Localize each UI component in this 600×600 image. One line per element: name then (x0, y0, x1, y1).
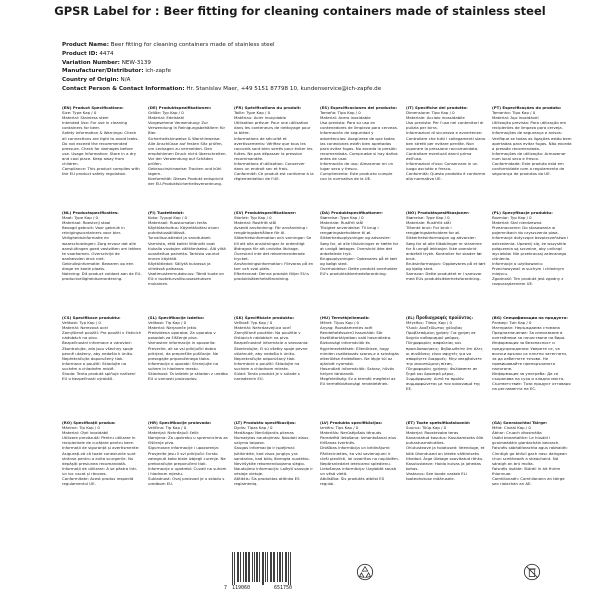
spec-heading: (DE) Produktspezifikationen: (148, 105, 212, 110)
barcode-bar (240, 552, 241, 582)
info-value: 4474 (99, 50, 114, 57)
barcode-bar (259, 552, 260, 582)
spec-body: Dydis: Tipas Kap / 0 Medžiaga: Nerūdijantis plienas Numatytas naudojimas: Naudoti alaus valymo talpose. Saugos informacija ir įspėjimai: Įsitikinkite, kad visos jungtys yra sandarios, kad būtų išvengta nuotėkio. Neviršykite rekomenduojamo slėgio. Naudojimo informacija: Laikyti sausoje ir vėsioje vietoje. Atitiktis: Šis produktas atitinka ES reglamentą. (234, 425, 313, 487)
info-value: Hr. Stanislav Maer, +49 5151 87798 10, kundenservice@ich-zapfe.de (186, 85, 382, 92)
info-row (62, 76, 562, 85)
spec-body: Mărime: Tip Kap / 0 Material: Oțel inoxidabil Utilizare prevăzută: Pentru utilizare în recipientele de curățare pentru bere. Informații de siguranță și avertismente: Asigurați-vă că toate conexiunile sunt strânse pentru a evita scurgerile. Nu depășiți presiunea recomandată. Informații de utilizare: A se păstra într-un loc uscat și răcoros. Conformitate: Acest produs respectă regulamentul UE. (62, 425, 140, 487)
spec-body: Izmērs: Tips Kap / 0 Materiāls: Nerūsējošais tērauds Paredzētā lietošana: Izmantošanai alus tīrīšanas tvertnēs. Drošības informācija un brīdinājumi: Pārliecinieties, ka visi savienojumi ir cieši pievilkti, lai izvairītos no noplūdēm. Nepārsniedziet ieteicamo spiedienu. Lietošanas informācija: Uzglabāt sausā un vēsā vietā. Atbilstība: Šis produkts atbilst ES regulai. (320, 425, 400, 487)
spec-section (320, 105, 400, 207)
spec-body: Μέγεθος: Τύπος Kap / 0 Υλικό: Ανοξείδωτος χάλυβας Προβλεπόμενη χρήση: Για χρήση σε δοχεία καθαρισμού μπύρας. Πληροφορίες ασφαλείας και προειδοποιήσεις: Βεβαιωθείτε ότι όλες οι συνδέσεις είναι σφιχτές για να αποφύγετε διαρροές. Μην υπερβαίνετε την συνιστώμενη πίεση. Πληροφορίες χρήσης: Φυλάσσετε σε ξηρό και δροσερό μέρος. Συμμόρφωση: Αυτό το προϊόν συμμορφώνεται με τον κανονισμό της ΕΕ. (406, 320, 483, 392)
spec-section (234, 210, 314, 312)
spec-section (62, 210, 142, 312)
spec-body: Veličina: Tip Kap / 0 Materijal: Nehrđajući čelik Namjena: Za upotrebu u spremnicima za čišćenje piva. Sigurnosne informacije i upozorenja: Provjerite jesu li svi priključci čvrsto zategnuti kako biste izbjegli curenje. Ne prekoračujte preporučeni tlak. Informacije o upotrebi: Čuvati na suhom i hladnom mjestu. Sukladnost: Ovaj proizvod je u skladu s uredbom EU. (148, 425, 228, 487)
info-row (62, 59, 562, 68)
spec-section (234, 315, 314, 417)
spec-heading: (ES) Especificaciones del producto: (320, 105, 398, 110)
recycling-icon (356, 563, 374, 581)
barcode-bar (286, 552, 287, 582)
barcode-bar (274, 552, 275, 582)
spec-section (234, 105, 314, 207)
barcode-bar (263, 552, 264, 585)
info-row (62, 67, 562, 76)
spec-heading: (BG) Спецификации на продукта: (492, 315, 568, 320)
info-label: Product ID: (62, 50, 98, 57)
spec-heading: (NL) Productspecificaties: (62, 210, 119, 215)
spec-body: Méid: Cineál Kap / 0 Ábhar: Cruach dhosmálta Úsáid bheartaithe: Le húsáid i gcoimeádáin glantacháin beorach. Faisnéis sábháilteachta agus rabhaidh: Cinntigh go bhfuil gach nasc daingean chun sceitheadh a sheachaint. Ná sáraigh an brú molta. Faisnéis úsáide: Stóráil in áit thirim fhionnuar. Comhlíonadh: Comhlíonann an táirge seo rialachán an AE. (492, 425, 568, 487)
info-label: Contact Person & Contact Information: (62, 85, 185, 92)
barcode (224, 552, 292, 592)
spec-heading: (SK) Špecifikácie produktu: (234, 315, 295, 320)
info-label: Country of Origin: (62, 77, 119, 84)
product-info (62, 41, 562, 94)
spec-section (406, 315, 486, 417)
barcode-bar (256, 552, 257, 582)
spec-heading: (HR) Specifikacije proizvoda: (148, 420, 212, 425)
spec-heading: (EL) Προδιαγραφές προϊόντος: (406, 315, 473, 320)
info-value: Beer fitting for cleaning containers made of stainless steel (110, 42, 275, 48)
barcode-bar (279, 552, 280, 582)
info-value: ich-zapfe (145, 68, 171, 75)
barcode-bar (243, 552, 244, 582)
spec-heading: (FR) Spécifications du produit: (234, 105, 302, 110)
barcode-bar (270, 552, 271, 582)
barcode-bar (254, 552, 255, 582)
spec-body: Size: Type Kap / 0 Material: Stainless steel Intended Use: For use in cleaning containers for beer. Safety Information & Warnings: Check all connections are tight to avoid leaks. Do not exceed the recommended pressure. Check for damages before use. Usage Information: Store in a dry and cool place. Keep away from children. Compliance: This product complies with the EU product safety regulation. (62, 110, 140, 177)
spec-section (148, 210, 228, 312)
spec-heading: (DA) Produktspecifikationer: (320, 210, 383, 215)
spec-body: Tamaño: Tipo Kap / 0 Material: Acero inoxidable Uso previsto: Para su uso en contenedores de limpieza para cerveza. Información de seguridad y advertencias: Asegúrese de que todas las conexiones estén bien apretadas para evitar fugas. No exceda la presión recomendada. Compruebe si hay daños antes de usar. Información de uso: Almacenar en un lugar seco y fresco. Cumplimiento: Este producto cumple con la normativa de la UE. (320, 110, 399, 182)
spec-grid (62, 105, 572, 525)
label-title: GPSR Label for : Beer fitting for cleaning containers made of stainless steel (54, 4, 546, 18)
barcode-bar (257, 552, 258, 582)
barcode-bar (237, 552, 238, 582)
spec-body: Storlek: Typ Kap / 0 Material: Rostfritt stål Avsedd användning: För användning i rengöringsbehållare för öl. Säkerhetsinformation och varningar: Se till att alla anslutningar är ordentligt åtdragna för att undvika läckage. Överskrid inte det rekommenderade trycket. Användningsinformation: Förvaras på en torr och sval plats. Efterlevnad: Denna produkt följer EU:s produktsäkerhetsförordning. (234, 215, 314, 282)
spec-section (492, 315, 572, 417)
no-trash-bin-icon (523, 563, 541, 581)
spec-body: Méret: Típus Kap / 0 Anyag: Rozsdamentes acél Rendeltetésszerű használat: Sör tisztítótartályaiban való használatra. Biztonsági információk és figyelmeztetések: Ellenőrizze, hogy minden csatlakozás szoros-e a szivárgás elkerülése érdekében. Ne lépje túl az ajánlott nyomást. Használati információk: Száraz, hűvös helyen tárolandó. Megfelelőség: Ez a termék megfelel az EU termékbiztonsági rendeletének. (320, 320, 399, 387)
barcode-bar (288, 552, 289, 585)
spec-heading: (LV) Produkta specifikācijas: (320, 420, 383, 425)
spec-body: Maat: Type Kap / 0 Materiaal: Roestvrij staal Beoogd gebruik: Voor gebruik in reinigingscontainers voor bier. Veiligheidsinformatie en waarschuwingen: Zorg ervoor dat alle aansluitingen goed vastzitten om lekken te voorkomen. Overschrijd de aanbevolen druk niet. Gebruiksinformatie: Bewaren op een droge en koele plaats. Naleving: Dit product voldoet aan de EU-productveiligheidsverordening. (62, 215, 142, 282)
spec-heading: (SV) Produktspecifikationer: (234, 210, 297, 215)
spec-section (406, 210, 486, 312)
spec-section (148, 420, 228, 522)
spec-body: Velikost: Typ Kap / 0 Materiál: Nerezová ocel Zamýšlené použití: Pro použití v čisticích nádobách na pivo. Bezpečnostní informace a varování: Zkontrolujte, zda jsou všechny spoje pevně utaženy, aby nedošlo k úniku. Nepřekračujte doporučený tlak. Informace o použití: Skladujte na suchém a chladném místě. Shoda: Tento produkt splňuje nařízení EU o bezpečnosti výrobků. (62, 320, 142, 382)
spec-body: Velikost: Tip Kap / 0 Material: Nerjaveče jeklo Predvidena uporaba: Za uporabo v posodah za čiščenje piva. Varnostne informacije in opozorila: Preverite, ali so vsi priključki dobro pritrjeni, da preprečite puščanje. Ne presegajte priporočenega tlaka. Informacije o uporabi: Shranjujte na suhem in hladnem mestu. Skladnost: Ta izdelek je skladen z uredbo EU o varnosti proizvodov. (148, 320, 228, 382)
spec-body: Suurus: Tüüp Kap / 0 Materjal: Roostevaba teras Kavandatud kasutus: Kasutamiseks õlle puhastusmahutites. Ohutusteave ja hoiatused: Veenduge, et kõik ühendused on lekete vältimiseks tihedad. Ärge ületage soovitatud rõhku. Kasutusteave: Hoida kuivas ja jahedas kohas. Vastavus: See toode vastab ELi tooteohutuse määrusele. (406, 425, 485, 482)
info-label: Variation Number: (62, 59, 120, 66)
barcode-bar (282, 552, 283, 582)
info-row (62, 41, 562, 50)
spec-body: Veľkosť: Typ Kap / 0 Materiál: Nehrdzavejúca oceľ Zamýšľané použitie: Na použitie v čistiacich nádobách na pivo. Bezpečnostné informácie a varovania: Skontrolujte, či sú všetky spoje pevne utiahnuté, aby nedošlo k úniku. Neprekračujte odporúčaný tlak. Informácie o použití: Skladujte na suchom a chladnom mieste. Súlad: Tento produkt je v súlade s nariadením EÚ. (234, 320, 309, 382)
spec-section (492, 420, 572, 522)
spec-section (406, 105, 486, 207)
barcode-bar (290, 552, 291, 585)
barcode-bar (267, 552, 268, 582)
spec-section (492, 210, 572, 312)
barcode-bar (232, 552, 233, 585)
barcode-bar (273, 552, 274, 582)
spec-heading: (LT) Produkto specifikacijos: (234, 420, 296, 425)
spec-section (234, 420, 314, 522)
spec-heading: (CS) Specifikace produktu: (62, 315, 121, 320)
spec-body: Taille: Type Kap / 0 Matériau: Acier inoxydable Utilisation prévue: Pour une utilisation dans les conteneurs de nettoyage pour la bière. Informations de sécurité et avertissements: Vérifiez que tous les raccords sont bien serrés pour éviter les fuites. Ne pas dépasser la pression recommandée. Informations d'utilisation: Conserver dans un endroit sec et frais. Conformité: Ce produit est conforme à la réglementation de l'UE. (234, 110, 314, 182)
spec-heading: (IT) Specifiche del prodotto: (406, 105, 468, 110)
barcode-bar (246, 552, 247, 582)
spec-body: Rozmiar: Typ Kap / 0 Materiał: Stal nierdzewna Przeznaczenie: Do stosowania w pojemnikach do czyszczenia piwa. Informacje dotyczące bezpieczeństwa i ostrzeżenia: Upewnij się, że wszystkie połączenia są szczelne, aby uniknąć wycieków. Nie przekraczaj zalecanego ciśnienia. Informacje o użytkowaniu: Przechowywać w suchym i chłodnym miejscu. Zgodność: Ten produkt jest zgodny z rozporządzeniem UE. (492, 215, 569, 287)
barcode-bar (271, 552, 272, 582)
spec-heading: (FI) Tuotetiedot: (148, 210, 184, 215)
spec-body: Dimensione: Tipo Kap / 0 Materiale: Acciaio inossidabile Uso previsto: Per l'uso nei contenitori di pulizia per birra. Informazioni di sicurezza e avvertenze: Controllare che tutti i collegamenti siano ben stretti per evitare perdite. Non superare la pressione raccomandata. Controllare eventuali danni prima dell'uso. Informazioni d'uso: Conservare in un luogo asciutto e fresco. Conformità: Questo prodotto è conforme alla normativa UE. (406, 110, 486, 182)
info-value: NEW-3139 (121, 59, 151, 66)
spec-body: Размер: Тип Kap / 0 Материал: Неръждаема стомана Предназначение: За използване в контейнери за почистване на бира. Информация за безопасност и предупреждения: Уверете се, че всички връзки са плътно затегнати, за да избегнете течове. Не превишавайте препоръчаното налягане. Информация за употреба: Да се съхранява на сухо и хладно място. Съответствие: Този продукт отговаря на регламента на ЕС. (492, 320, 571, 392)
barcode-left-digits: 119060 (232, 585, 251, 591)
spec-body: Tamanho: Tipo Kap / 0 Material: Aço inoxidável Utilização prevista: Para utilização em recipientes de limpeza para cerveja. Informações de segurança e avisos: Verifique se todas as ligações estão bem apertadas para evitar fugas. Não exceda a pressão recomendada. Informações de utilização: Armazenar num local seco e fresco. Conformidade: Este produto está em conformidade com o regulamento de segurança de produtos da UE. (492, 110, 572, 177)
spec-heading: (NO) Produktspesifikasjoner: (406, 210, 470, 215)
spec-heading: (EN) Product Specifications: (62, 105, 124, 110)
spec-heading: (HU) Termékjellemzők: (320, 315, 370, 320)
spec-body: Größe: Typ Kap / 0 Material: Edelstahl Vorgesehene Verwendung: Zur Verwendung in Reinigungsbehältern für Bier. Sicherheitshinweise & Warnhinweise: Alle Anschlüsse auf festen Sitz prüfen, um Leckagen zu vermeiden. Den empfohlenen Druck nicht überschreiten. Vor der Verwendung auf Schäden prüfen. Gebrauchshinweise: Trocken und kühl lagern. Konformität: Dieses Produkt entspricht der EU-Produktsicherheitsverordnung. (148, 110, 227, 187)
barcode-bars (232, 552, 292, 585)
spec-heading: (GA) Sonraíochtaí Táirge: (492, 420, 548, 425)
spec-heading: (SL) Specifikacije izdelka: (148, 315, 205, 320)
spec-body: Størrelse: Type Kap / 0 Materiale: Rustfrit stål Tilsigtet anvendelse: Til brug i rengøringsbeholdere til øl. Sikkerhedsoplysninger og advarsler: Sørg for, at alle tilslutninger er tætte for at undgå lækager. Overskrid ikke det anbefalede tryk. Brugsoplysninger: Opbevares på et tørt og køligt sted. Overholdelse: Dette produkt overholder EU's produktsikkerhedsforordning. (320, 215, 399, 277)
spec-heading: (PT) Especificações do produto: (492, 105, 562, 110)
barcode-right-digits: 651750 (273, 585, 292, 591)
info-label: Product Name: (62, 42, 109, 48)
spec-section (320, 210, 400, 312)
spec-section (148, 315, 228, 417)
barcode-bar (262, 552, 263, 585)
spec-section (62, 315, 142, 417)
spec-heading: (RO) Specificații produs: (62, 420, 116, 425)
info-row (62, 50, 562, 59)
spec-body: Koko: Tyyppi Kap / 0 Materiaali: Ruostumaton teräs Käyttötarkoitus: Käytettäväksi oluen puhdistussäiliöissä. Turvallisuustiedot ja varoitukset: Varmista, että kaikki liitännät ovat tiukalla vuotojen välttämiseksi. Älä ylitä suositeltua painetta. Tarkista vauriot ennen käyttöä. Käyttötiedot: Säilytä kuivassa ja viileässä paikassa. Vaatimustenmukaisuus: Tämä tuote on EU:n tuoteturvallisuusasetuksen mukainen. (148, 215, 226, 287)
spec-section (148, 105, 228, 207)
barcode-bar (234, 552, 235, 585)
barcode-bar (238, 552, 239, 582)
barcode-bar (285, 552, 286, 582)
barcode-bar (265, 552, 266, 582)
info-value: N/A (120, 77, 131, 84)
spec-body: Størrelse: Type Kap / 0 Materiale: Rustfritt stål Tiltenkt bruk: For bruk i rengjøringsbeholdere for øl. Sikkerhetsinformasjon og advarsler: Sørg for at alle tilkoblinger er stramme for å unngå lekkasjer. Ikke overskrid anbefalt trykk. Kontroller for skader før bruk. Bruksinformasjon: Oppbevares på et tørt og kjølig sted. Samsvar: Dette produktet er i samsvar med EUs produktsikkerhetsforordning. (406, 215, 486, 282)
info-label: Manufacturer/Distributor: (62, 68, 144, 75)
spec-heading: (PL) Specyfikacje produktu: (492, 210, 553, 215)
spec-section (62, 105, 142, 207)
barcode-bar (248, 552, 249, 582)
spec-heading: (ET) Toote spetsifikatsioonid: (406, 420, 471, 425)
info-row (62, 85, 562, 94)
barcode-bar (245, 552, 246, 582)
barcode-bar (249, 552, 250, 582)
spec-section (406, 420, 486, 522)
spec-section (62, 420, 142, 522)
barcode-lead-digit: 7 (224, 585, 228, 591)
spec-section (320, 315, 400, 417)
barcode-bar (280, 552, 281, 582)
barcode-bar (277, 552, 278, 582)
spec-section (320, 420, 400, 522)
barcode-bar (252, 552, 253, 582)
spec-section (492, 105, 572, 207)
